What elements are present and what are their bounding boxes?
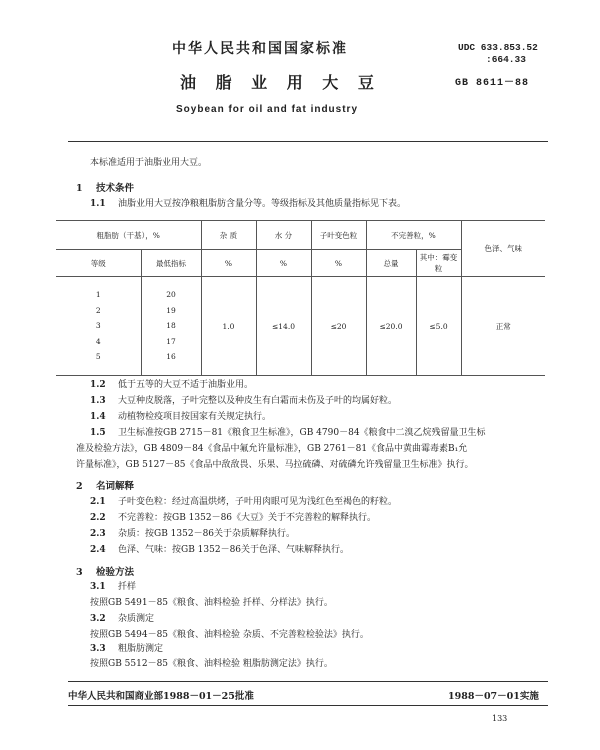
grade-value: 4 — [95, 336, 101, 346]
clause-text: 不完善粒：按GB 1352－86《大豆》关于不完善粒的解释执行。 — [118, 513, 377, 523]
clause-1-2 — [90, 380, 253, 391]
clause-number: 1.5 — [90, 428, 106, 438]
header-min-index: 最低指标 — [141, 250, 201, 277]
effective-date: 1988－07－01实施 — [448, 691, 539, 702]
min-fat-value: 18 — [166, 321, 176, 331]
clause-3-2-text: 按照GB 5494－85《粮食、油料检验 杂质、不完善粒检验法》执行。 — [90, 630, 369, 640]
section-number: 2 — [76, 481, 83, 492]
clause-text: 油脂业用大豆按净粮粗脂肪含量分等。等级指标及其他质量指标见下表。 — [118, 199, 407, 209]
document-title: 油 脂 业 用 大 豆 — [180, 73, 381, 92]
section-title: 检验方法 — [96, 567, 135, 578]
clause-text: 杂质：按GB 1352－86关于杂质解释执行。 — [118, 529, 296, 539]
clause-2-1 — [90, 497, 397, 508]
unit-impurity: % — [201, 250, 256, 277]
mold-value: ≤5.0 — [416, 277, 461, 376]
clause-number: 2.3 — [90, 529, 106, 539]
section-3-heading — [76, 564, 134, 578]
grade-value: 1 — [95, 290, 101, 300]
clause-number: 3.3 — [90, 644, 106, 654]
section-2-heading — [76, 478, 134, 492]
header-fat: 粗脂肪（干基），% — [56, 221, 201, 250]
udc-code — [458, 42, 538, 66]
section-number: 3 — [76, 567, 83, 578]
clause-1-5-line-3: 许量标准》，GB 5127－85《食品中敌敌畏、乐果、马拉硫磷、对硫磷允许残留量卫生标准》执行。 — [76, 460, 474, 470]
header-total: 总量 — [366, 250, 416, 277]
clause-2-3 — [90, 529, 295, 540]
impurity-value: 1.0 — [201, 277, 256, 376]
clause-1-5 — [90, 428, 486, 439]
clause-number: 1.2 — [90, 380, 106, 390]
clause-1-4 — [90, 412, 271, 423]
clause-number: 1.1 — [90, 199, 106, 209]
header-impurity: 杂 质 — [201, 221, 256, 250]
clause-3-1-title — [90, 582, 136, 593]
standard-org: 中华人民共和国国家标准 — [172, 41, 348, 57]
header-moisture: 水 分 — [256, 221, 311, 250]
clause-number: 1.4 — [90, 412, 106, 422]
clause-2-2 — [90, 513, 376, 524]
clause-text: 卫生标准按GB 2715－81《粮食卫生标准》，GB 4790－84《粮食中二溴乙烷残留量卫生标 — [118, 428, 486, 438]
quality-table — [56, 220, 545, 376]
color-value: 正常 — [461, 277, 545, 376]
clause-text: 动植物检疫项目按国家有关规定执行。 — [118, 412, 272, 422]
header-cotyledon: 子叶变色粒 — [311, 221, 366, 250]
section-title: 名词解释 — [96, 481, 135, 492]
page-number: 133 — [492, 714, 508, 723]
min-fat-value: 19 — [166, 305, 176, 315]
clause-number: 3.2 — [90, 614, 106, 624]
clause-number: 1.3 — [90, 396, 106, 406]
clause-title: 扦样 — [118, 582, 137, 592]
clause-number: 2.2 — [90, 513, 106, 523]
clause-number: 3.1 — [90, 582, 106, 592]
min-fat-value: 16 — [166, 352, 176, 362]
min-fat-value: 17 — [166, 336, 176, 346]
header-imperfect: 不完善粒，% — [366, 221, 461, 250]
grade-value: 2 — [95, 305, 101, 315]
header-mold: 其中：霉变粒 — [416, 250, 461, 277]
clause-1-5-line-2: 准及检验方法》，GB 4809－84《食品中氟允许量标准》，GB 2761－81《食品中黄曲霉毒素B₁允 — [76, 444, 468, 454]
udc-line-2: :664.33 — [486, 54, 526, 65]
section-1-heading — [76, 180, 134, 194]
unit-moisture: % — [256, 250, 311, 277]
header-color: 色泽、气味 — [461, 221, 545, 277]
min-fat-value: 20 — [166, 290, 176, 300]
clause-1-3 — [90, 396, 397, 407]
section-number: 1 — [76, 183, 83, 194]
clause-3-1-text: 按照GB 5491－85《粮食、油料检验 扦样、分样法》执行。 — [90, 598, 333, 608]
min-fat-cell — [141, 277, 201, 376]
header-grade: 等级 — [56, 250, 141, 277]
moisture-value: ≤14.0 — [256, 277, 311, 376]
cotyledon-value: ≤20 — [311, 277, 366, 376]
intro-text: 本标准适用于油脂业用大豆。 — [90, 158, 208, 168]
footer-bottom-divider — [68, 705, 548, 706]
footer-divider — [68, 681, 548, 682]
clause-title: 粗脂肪测定 — [118, 644, 164, 654]
section-title: 技术条件 — [96, 183, 135, 194]
grade-cell — [56, 277, 141, 376]
clause-title: 杂质测定 — [118, 614, 155, 624]
unit-cotyledon: % — [311, 250, 366, 277]
clause-text: 低于五等的大豆不适于油脂业用。 — [118, 380, 254, 390]
header-divider — [68, 141, 548, 142]
clause-2-4 — [90, 545, 349, 556]
clause-3-3-title — [90, 644, 163, 655]
imperfect-total-value: ≤20.0 — [366, 277, 416, 376]
gb-number: GB 8611－88 — [455, 78, 530, 89]
clause-number: 2.1 — [90, 497, 106, 507]
clause-text: 大豆种皮脱落，子叶完整以及种皮生有白霜而未伤及子叶的均属好粒。 — [118, 396, 398, 406]
approval-text: 中华人民共和国商业部1988－01－25批准 — [68, 691, 254, 702]
clause-text: 子叶变色粒：经过高温烘烤，子叶用肉眼可见为浅红色至褐色的籽粒。 — [118, 497, 398, 507]
clause-3-3-text: 按照GB 5512－85《粮食、油料检验 粗脂肪测定法》执行。 — [90, 659, 333, 669]
grade-value: 3 — [95, 321, 101, 331]
document-subtitle: Soybean for oil and fat industry — [176, 104, 359, 115]
clause-1-1 — [90, 199, 406, 210]
grade-value: 5 — [95, 352, 101, 362]
clause-number: 2.4 — [90, 545, 106, 555]
clause-3-2-title — [90, 614, 154, 625]
clause-text: 色泽、气味：按GB 1352－86关于色泽、气味解释执行。 — [118, 545, 350, 555]
udc-line-1: UDC 633.853.52 — [458, 42, 538, 53]
